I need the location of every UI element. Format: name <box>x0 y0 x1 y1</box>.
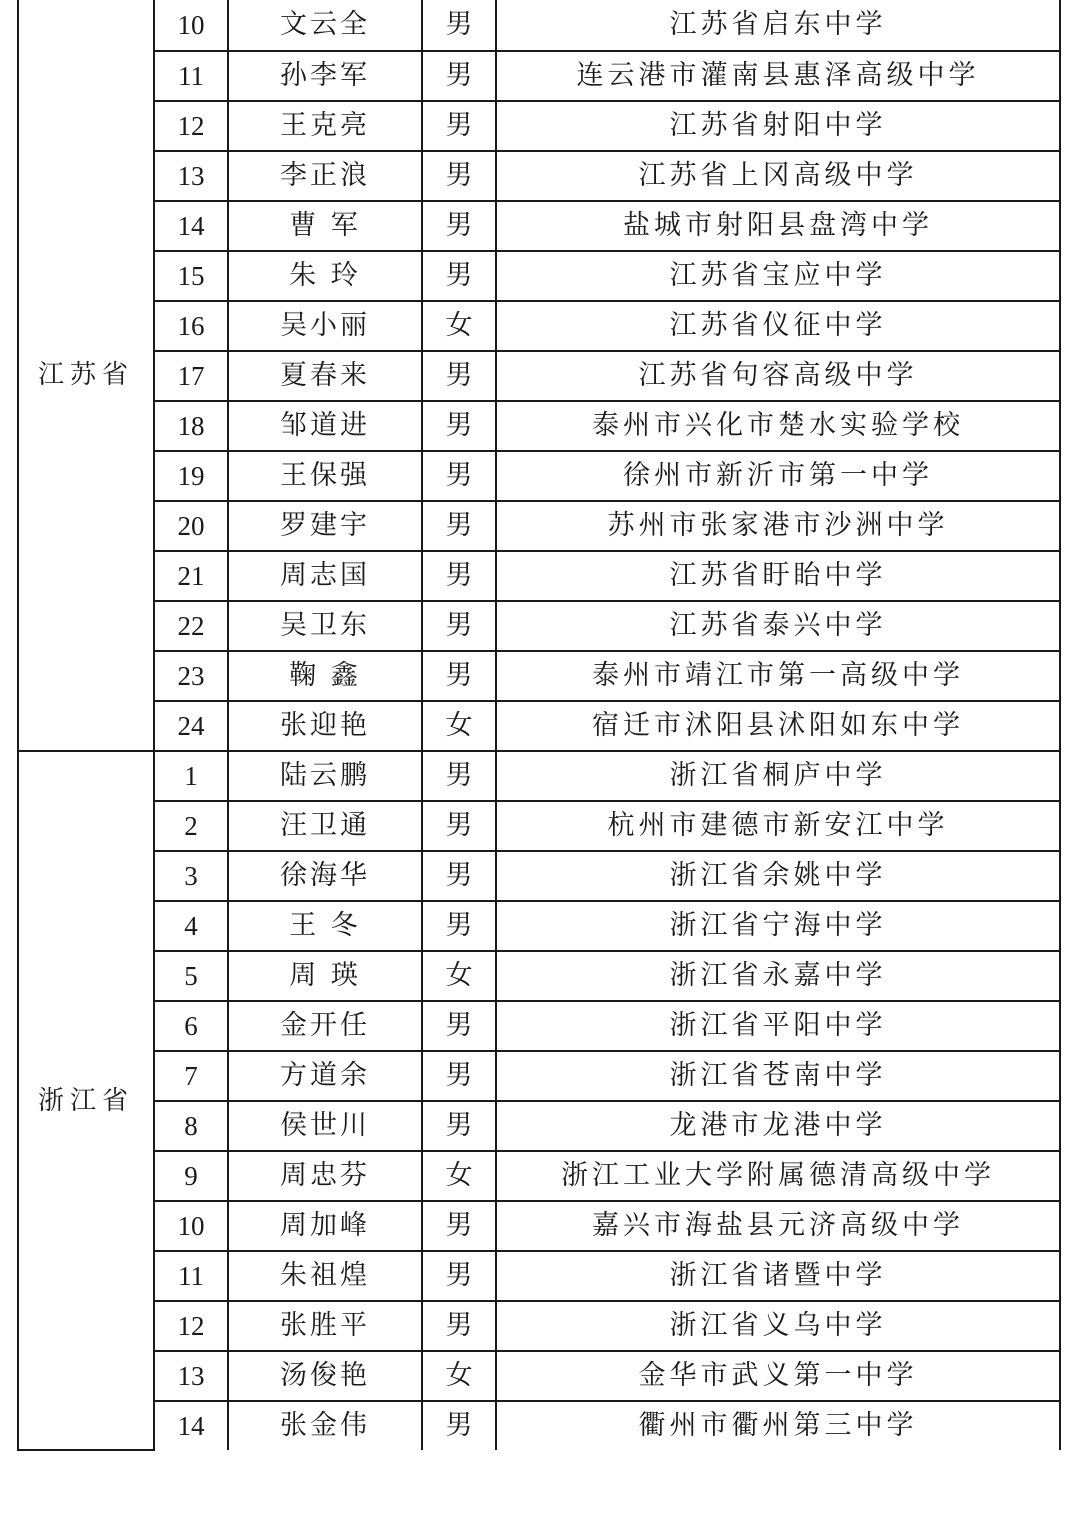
school-cell: 江苏省泰兴中学 <box>496 601 1060 651</box>
number-cell: 22 <box>154 601 228 651</box>
table-row <box>18 651 1060 701</box>
sex-cell: 男 <box>422 1101 496 1151</box>
sex-cell: 女 <box>422 1151 496 1201</box>
table-row <box>18 1201 1060 1251</box>
school-cell: 衢州市衢州第三中学 <box>496 1401 1060 1450</box>
school-cell: 浙江省永嘉中学 <box>496 951 1060 1001</box>
number-cell: 4 <box>154 901 228 951</box>
school-cell: 浙江省平阳中学 <box>496 1001 1060 1051</box>
table-row <box>18 501 1060 551</box>
name-cell: 陆云鹏 <box>228 751 422 801</box>
school-cell: 江苏省射阳中学 <box>496 101 1060 151</box>
sex-cell: 女 <box>422 301 496 351</box>
number-cell: 13 <box>154 151 228 201</box>
name-cell: 王保强 <box>228 451 422 501</box>
name-cell: 周志国 <box>228 551 422 601</box>
school-cell: 苏州市张家港市沙洲中学 <box>496 501 1060 551</box>
school-cell: 浙江省余姚中学 <box>496 851 1060 901</box>
name-cell: 朱 玲 <box>228 251 422 301</box>
name-cell: 周加峰 <box>228 1201 422 1251</box>
name-cell: 方道余 <box>228 1051 422 1101</box>
sex-cell: 男 <box>422 0 496 51</box>
name-cell: 张金伟 <box>228 1401 422 1450</box>
sex-cell: 男 <box>422 601 496 651</box>
number-cell: 21 <box>154 551 228 601</box>
sex-cell: 男 <box>422 351 496 401</box>
table-row <box>18 251 1060 301</box>
sex-cell: 男 <box>422 1051 496 1101</box>
sex-cell: 男 <box>422 151 496 201</box>
table-row <box>18 451 1060 501</box>
name-cell: 周忠芬 <box>228 1151 422 1201</box>
sex-cell: 男 <box>422 251 496 301</box>
table-row <box>18 351 1060 401</box>
name-cell: 夏春来 <box>228 351 422 401</box>
number-cell: 19 <box>154 451 228 501</box>
award-list-table <box>17 0 1061 1451</box>
school-cell: 泰州市兴化市楚水实验学校 <box>496 401 1060 451</box>
name-cell: 罗建宇 <box>228 501 422 551</box>
school-cell: 徐州市新沂市第一中学 <box>496 451 1060 501</box>
school-cell: 龙港市龙港中学 <box>496 1101 1060 1151</box>
sex-cell: 男 <box>422 801 496 851</box>
sex-cell: 男 <box>422 651 496 701</box>
name-cell: 孙李军 <box>228 51 422 101</box>
number-cell: 5 <box>154 951 228 1001</box>
number-cell: 3 <box>154 851 228 901</box>
number-cell: 18 <box>154 401 228 451</box>
name-cell: 张迎艳 <box>228 701 422 751</box>
table-row <box>18 701 1060 751</box>
sex-cell: 男 <box>422 901 496 951</box>
number-cell: 11 <box>154 1251 228 1301</box>
table-row <box>18 951 1060 1001</box>
province-cell: 江苏省 <box>18 0 154 751</box>
table-body <box>18 0 1060 1450</box>
number-cell: 15 <box>154 251 228 301</box>
table-row <box>18 1401 1060 1450</box>
name-cell: 张胜平 <box>228 1301 422 1351</box>
number-cell: 6 <box>154 1001 228 1051</box>
table-row <box>18 1351 1060 1401</box>
school-cell: 浙江省义乌中学 <box>496 1301 1060 1351</box>
school-cell: 盐城市射阳县盘湾中学 <box>496 201 1060 251</box>
sex-cell: 男 <box>422 551 496 601</box>
table-row <box>18 0 1060 51</box>
school-cell: 浙江省苍南中学 <box>496 1051 1060 1101</box>
name-cell: 曹 军 <box>228 201 422 251</box>
table-row <box>18 301 1060 351</box>
table-row <box>18 751 1060 801</box>
school-cell: 连云港市灌南县惠泽高级中学 <box>496 51 1060 101</box>
sex-cell: 男 <box>422 451 496 501</box>
table-row <box>18 801 1060 851</box>
name-cell: 鞠 鑫 <box>228 651 422 701</box>
table-row <box>18 901 1060 951</box>
number-cell: 14 <box>154 1401 228 1450</box>
number-cell: 10 <box>154 1201 228 1251</box>
number-cell: 13 <box>154 1351 228 1401</box>
school-cell: 江苏省仪征中学 <box>496 301 1060 351</box>
name-cell: 李正浪 <box>228 151 422 201</box>
name-cell: 王克亮 <box>228 101 422 151</box>
table-row <box>18 151 1060 201</box>
number-cell: 12 <box>154 101 228 151</box>
school-cell: 金华市武义第一中学 <box>496 1351 1060 1401</box>
number-cell: 1 <box>154 751 228 801</box>
sex-cell: 女 <box>422 951 496 1001</box>
sex-cell: 男 <box>422 851 496 901</box>
table-row <box>18 1151 1060 1201</box>
sex-cell: 女 <box>422 701 496 751</box>
school-cell: 江苏省上冈高级中学 <box>496 151 1060 201</box>
number-cell: 9 <box>154 1151 228 1201</box>
province-cell: 浙江省 <box>18 751 154 1450</box>
number-cell: 2 <box>154 801 228 851</box>
table-row <box>18 1101 1060 1151</box>
number-cell: 12 <box>154 1301 228 1351</box>
school-cell: 杭州市建德市新安江中学 <box>496 801 1060 851</box>
document-page <box>17 0 1059 1451</box>
table-row <box>18 401 1060 451</box>
school-cell: 浙江省宁海中学 <box>496 901 1060 951</box>
name-cell: 周 瑛 <box>228 951 422 1001</box>
name-cell: 汪卫通 <box>228 801 422 851</box>
name-cell: 吴小丽 <box>228 301 422 351</box>
school-cell: 江苏省盱眙中学 <box>496 551 1060 601</box>
sex-cell: 男 <box>422 1401 496 1450</box>
school-cell: 浙江工业大学附属德清高级中学 <box>496 1151 1060 1201</box>
name-cell: 文云全 <box>228 0 422 51</box>
school-cell: 嘉兴市海盐县元济高级中学 <box>496 1201 1060 1251</box>
number-cell: 17 <box>154 351 228 401</box>
name-cell: 金开任 <box>228 1001 422 1051</box>
number-cell: 11 <box>154 51 228 101</box>
number-cell: 23 <box>154 651 228 701</box>
name-cell: 吴卫东 <box>228 601 422 651</box>
number-cell: 14 <box>154 201 228 251</box>
name-cell: 徐海华 <box>228 851 422 901</box>
sex-cell: 男 <box>422 1251 496 1301</box>
table-row <box>18 1301 1060 1351</box>
sex-cell: 男 <box>422 1001 496 1051</box>
school-cell: 浙江省桐庐中学 <box>496 751 1060 801</box>
name-cell: 邹道进 <box>228 401 422 451</box>
table-row <box>18 101 1060 151</box>
sex-cell: 男 <box>422 51 496 101</box>
table-row <box>18 51 1060 101</box>
table-row <box>18 601 1060 651</box>
school-cell: 江苏省启东中学 <box>496 0 1060 51</box>
sex-cell: 男 <box>422 101 496 151</box>
table-row <box>18 1051 1060 1101</box>
number-cell: 8 <box>154 1101 228 1151</box>
table-row <box>18 851 1060 901</box>
name-cell: 汤俊艳 <box>228 1351 422 1401</box>
sex-cell: 女 <box>422 1351 496 1401</box>
number-cell: 16 <box>154 301 228 351</box>
table-row <box>18 201 1060 251</box>
school-cell: 浙江省诸暨中学 <box>496 1251 1060 1301</box>
sex-cell: 男 <box>422 401 496 451</box>
sex-cell: 男 <box>422 1301 496 1351</box>
school-cell: 泰州市靖江市第一高级中学 <box>496 651 1060 701</box>
table-row <box>18 1001 1060 1051</box>
sex-cell: 男 <box>422 1201 496 1251</box>
table-row <box>18 551 1060 601</box>
table-row <box>18 1251 1060 1301</box>
school-cell: 江苏省句容高级中学 <box>496 351 1060 401</box>
sex-cell: 男 <box>422 201 496 251</box>
sex-cell: 男 <box>422 751 496 801</box>
name-cell: 王 冬 <box>228 901 422 951</box>
number-cell: 7 <box>154 1051 228 1101</box>
number-cell: 10 <box>154 0 228 51</box>
number-cell: 20 <box>154 501 228 551</box>
number-cell: 24 <box>154 701 228 751</box>
name-cell: 侯世川 <box>228 1101 422 1151</box>
school-cell: 宿迁市沭阳县沭阳如东中学 <box>496 701 1060 751</box>
name-cell: 朱祖煌 <box>228 1251 422 1301</box>
sex-cell: 男 <box>422 501 496 551</box>
school-cell: 江苏省宝应中学 <box>496 251 1060 301</box>
